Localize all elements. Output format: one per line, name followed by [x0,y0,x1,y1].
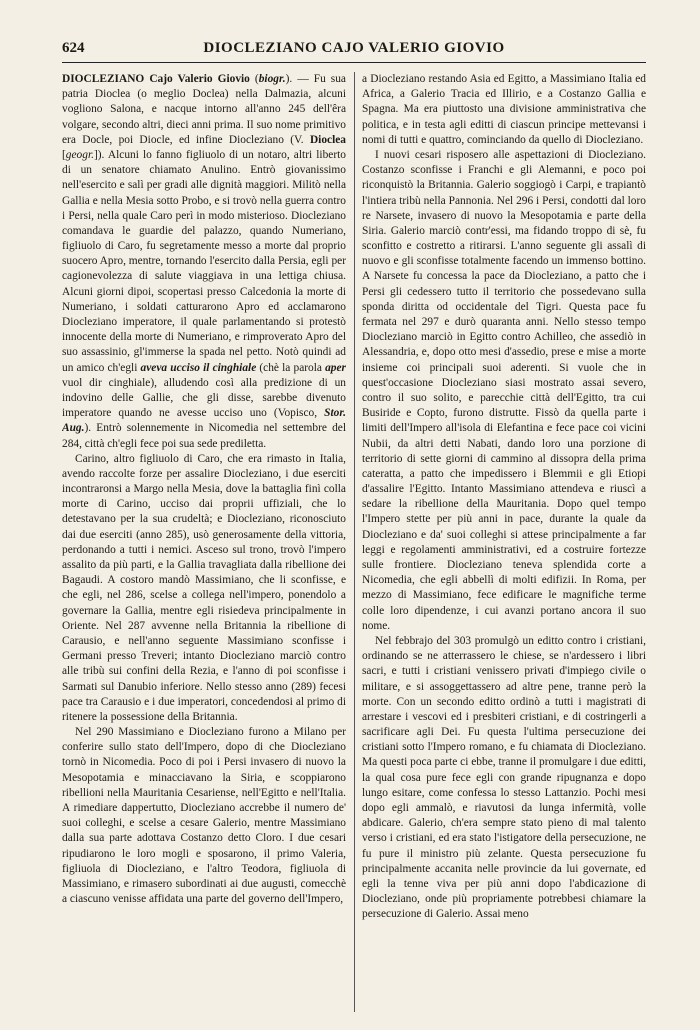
citation: Stor. Aug. [62,407,346,435]
running-title: DIOCLEZIANO CAJO VALERIO GIOVIO [203,40,505,56]
text-run: ( [249,73,259,85]
paragraph-carino: Carino, altro figliuolo di Caro, che era rimasto in Italia, avendo raccolte forze per assalire Diocleziano, i due eserciti incontraronsi a Margo nella Mesia, dove la battaglia finì colla morte di Carino, ucciso dai proprii uffiziali, che lo detestavano per la sua crudeltà; e Diocleziano, riconosciuto dai due eserciti (anno 285), usò generosamente della vittoria, perdonando a tutti i nemici. Asceso sul trono, trovò l'impero assalito da più parti, e la Gallia travagliata dalla ribellione dei Bagaudi. A costoro mandò Massimiano, che li sconfisse, e che egli, nel 286, scelse a collega nell'impero, ponendolo a governare la Gallia, mentre egli risiedeva principalmente in Oriente. Nel 287 avvenne nella Britannia la ribellione di Carausio, e nell'anno seguente Massimiano sconfisse i Germani presso Treveri; intanto Diocleziano marciò contro alle tribù sui confini della Rezia, e l'anno di poi sconfisse i Sarmati sul Danubio inferiore. Nello stesso anno (289) fecesi pace tra Carausio e i due imperatori, concedendosi al primo di ritenere la possessione della Britannia. [62,452,346,723]
left-column [62,72,346,1012]
page-header [62,40,646,62]
latin-word: aper [325,361,346,374]
page-number: 624 [62,40,85,56]
entry-paragraph-intro [62,72,346,452]
text-run: [ [62,148,66,161]
text-run: vuol dir cinghiale), alludendo così alla predizione di un indovino delle Gallie, che gli disse, sarebbe divenuto imperatore quando ne avesse ucciso uno (Vopisco, [62,376,346,420]
column-divider [354,72,355,1012]
paragraph-persecution: Nel febbrajo del 303 promulgò un editto contro i cristiani, ordinando se ne atterrassero le chiese, se n'ardessero i libri sacri, e tutti i cristiani venissero privati d'impiego civile o militare, e si assoggettassero ad altre pene, tranne però la morte. Con un secondo editto ordinò a tutti i magistrati di arrestare i vescovi ed i presbiteri cristiani, e di costringerli a sacrificare agli Dei. Fu questa l'ultima persecuzione dei cristiani sotto l'Impero romano, e fu chiamata di Diocleziano. Ma questi poca parte ci ebbe, tranne il promulgare i due editti, la qual cosa pure fece egli con grande ripugnanza e dopo lungo esitare, come confessa lo stesso Lattanzio. Pochi mesi dopo egli ammalò, e riavutosi da lunga infermità, volle abdicare. Galerio, ch'era sempre stato pieno di mal talento verso i cristiani, ed era stato l'istigatore della persecuzione, ne fu pure il ministro più zelante. Questa persecuzione fu principalmente accanita nelle provincie da lui governate, ed egli la tenne viva per più anni dopo l'abdicazione di Diocleziano, onde più propriamente potrebbesi chiamare la persecuzione di Galerio. Assai meno [362,634,646,921]
text-run: ). — Fu sua patria Dioclea (o meglio Doclea) nella Dalmazia, alcuni vogliono Salona, e nacque intorno all'anno 245 dell'êra volgare, secondo altri, dieci anni prima. Il suo nome primitivo era Docle, poi Diocle, ed infine Diocleziano (V. [62,73,346,146]
cross-reference-category: geogr. [65,148,94,161]
header-rule [62,62,646,63]
entry-headword: DIOCLEZIANO Cajo Valerio Giovio [62,73,250,85]
text-run: ]). Alcuni lo fanno figliuolo di un notaro, altri liberto di un senatore chiamato Anulino. Entrò giovanissimo nell'esercito e salì per gradi alle dignità maggiori. Militò nella Gallia e nella Mesia sotto Probo, e si trovò nella guerra contro i Persi, nella quale Caro perì in modo misterioso. Diocleziano comandava le guardie del palazzo, quando Numeriano, figliuolo di Caro, fu segretamente messo a morte dal proprio suocero Apro, mentre, tornando l'esercito dalla Persia, egli per cagionevolezza di salute viaggiava in una lettiga chiusa. Alcuni giorni dipoi, scopertasi presso Calcedonia la morte di Numeriano, i soldati catturarono Apro ed acclamarono Diocleziano imperatore, il quale parlamentando si protestò innocente della morte di Numeriano, e rimproverato Apro del suo assassinio, gl'immerse la spada nel petto. Notò quindi ad un amico ch'egli [62,148,346,374]
entry-category: biogr. [258,73,286,85]
right-column [362,72,646,1012]
paragraph-milano: Nel 290 Massimiano e Diocleziano furono a Milano per conferire sullo stato dell'Impero, dopo di che Diocleziano tornò in Nicomedia. Poco di poi i Persi invasero di nuovo la Mesopotamia e minacciavano la Siria, e scoppiarono ribellioni nella Mauritania Cesariense, nell'Egitto e nell'Italia. A rimediare dappertutto, Diocleziano accrebbe il numero de' suoi colleghi, e scelse a cesare Galerio, mentre Massimiano dalla sua parte adottava Costanzo detto Cloro. I due cesari ripudiarono le loro mogli e sposarono, il primo Valeria, figliuola di Diocleziano, e l'altro Teodora, figliuola di Massimiano, e rimasero subordinati ai due augusti, comecchè a ciascuno venisse affidata una parte del governo dell'Impero, [62,726,346,906]
text-run: ). Entrò solennemente in Nicomedia nel settembre del 284, città ch'egli fece poi sua sede prediletta. [62,422,346,450]
cross-reference: Dioclea [309,133,346,146]
paragraph-cesari: I nuovi cesari risposero alle aspettazioni di Diocleziano. Costanzo sconfisse i Franchi e gli Alemanni, e poco poi riconquistò la Britannia. Galerio soggiogò i Carpi, e trapiantò l'intiera tribù nella Pannonia. Nel 296 i Persi, condotti dal loro re Narsete, invasero di nuovo la Mesopotamia e parte della Siria. Galerio marciò contr'essi, ma fidando troppo di sè, fu sconfitto e costretto a ritirarsi. L'anno seguente gli assalì di nuovo e gli sconfisse totalmente facendo un immenso bottino. A Narsete fu concessa la pace da Diocleziano, a patto che i Persi gli cedessero tutto il territorio che possedevano sulla sponda diritta od occidentale del Tigri. Questa pace fu fermata nel 297 e durò quaranta anni. Nello stesso tempo Diocleziano marciò in Egitto contro Achilleo, che assediò in Alessandria, e, dopo otto mesi d'assedio, prese e mise a morte insieme coi principali suoi aderenti. Si vuole che in quest'occasione Diocleziano siasi mostrato assai severo, contro il suo solito, e parecchie città dell'Egitto, tra cui Busiride e Copto, furono distrutte. Fissò da quella parte i limiti dell'Impero all'isola di Elefantina e fece pace coi vicini Nubii, da altri detti Nabati, dando loro una porzione di territorio di sette giorni di cammino al dissopra della prima cateratta, a patto che impedissero i Blemmii e gli Etiopi d'assalire l'Egitto. Intanto Massimiano attendeva e riuscì a sedare la ribellione della Mauritania. Dopo quel tempo l'Impero stette per più anni in pace, durante la quale da Diocleziano e da' suoi colleghi si attese principalmente a far leggi e regolamenti amministrativi, ed a costruire fortezze sulle frontiere. Diocleziano teneva splendida corte a Nicomedia, che egli abbellì di molti edifizii. In Roma, per mezzo di Massimiano, fece edificare le magnifiche terme colle loro dipendenze, i cui avanzi portano ancora il suo nome. [362,148,646,632]
text-run: (chè la parola [256,361,326,374]
quoted-phrase: aveva ucciso il cinghiale [140,361,257,374]
paragraph-continuation: a Diocleziano restando Asia ed Egitto, a Massimiano Italia ed Africa, a Galerio Tracia ed Illirio, e a Costanzo Gallia e Spagna. Ma era piuttosto una divisione amministrativa che politica, e in testa agli editti di ciascun principe mettevansi i nomi di tutti e quattro, cominciando da quello di Diocleziano. [362,73,646,146]
